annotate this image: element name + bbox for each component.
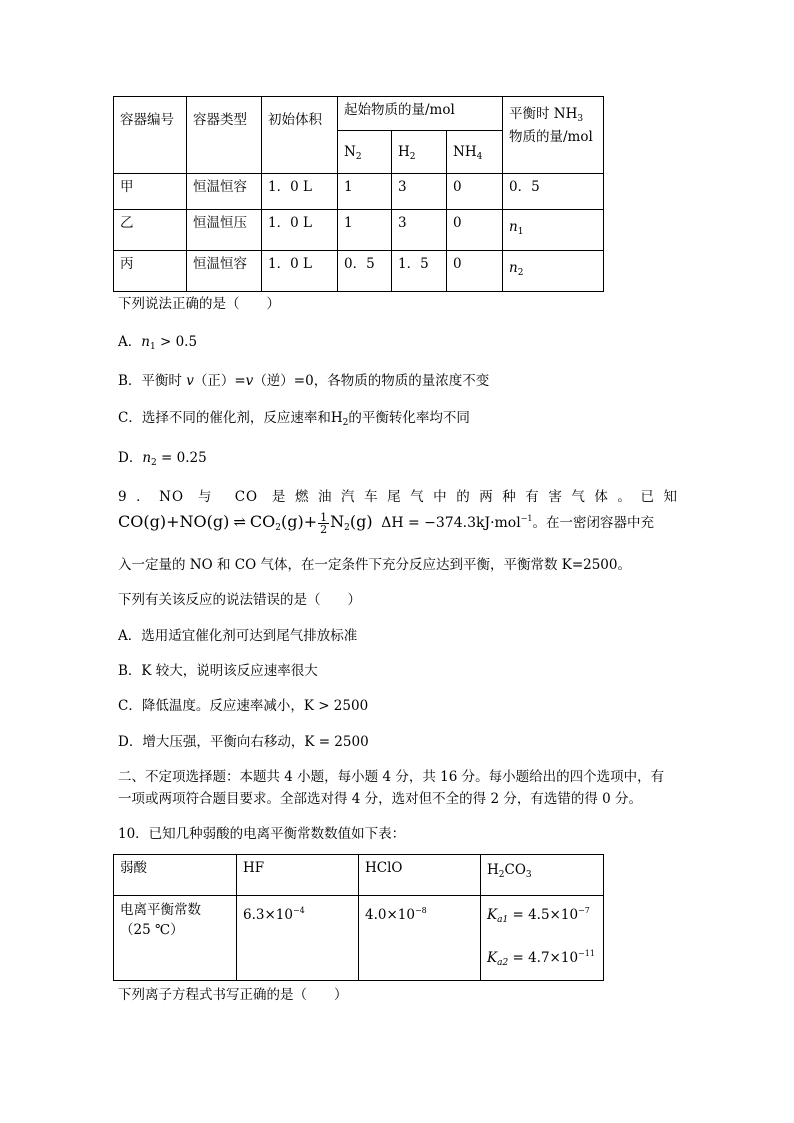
- q8-option-a: A．$n_1 > 0.5$: [118, 334, 198, 352]
- q10-intro: 10．已知几种弱酸的电离平衡常数数值如下表：: [118, 826, 406, 842]
- q9-option-d: D．增大压强，平衡向右移动，K = 2500: [118, 734, 369, 750]
- header-equilibrium-nh3: 平衡时 $NH_3$ 物质的量/mol: [503, 97, 604, 174]
- q8-option-c: C．选择不同的催化剂，反应速率和$H_2$的平衡转化率均不同: [118, 410, 470, 428]
- q9-option-b: B．K 较大，说明该反应速率很大: [118, 663, 318, 679]
- header-initial-amount: 起始物质的量/mol: [338, 97, 503, 131]
- q10-prompt: 下列离子方程式书写正确的是（ ）: [118, 987, 348, 1003]
- header-nh4: $NH_4$: [447, 131, 503, 174]
- q8-option-b: B．平衡时 v（正）=v（逆）=0，各物质的物质的量浓度不变: [118, 373, 490, 389]
- table-row: 乙 恒温恒压 1．0 L 1 3 0 $n_1$: [114, 210, 604, 251]
- table-row: 电离平衡常数（25 ℃） $6.3\times 10^{-4}$ $4.0\times 10^{-8}$ $K_{a1} = 4.5\times 10^{-7}$ $K_{a2} = 4.7\times 10^{-11}$: [114, 896, 604, 981]
- header-weak-acid: 弱酸: [114, 855, 237, 896]
- q9-prompt: 下列有关该反应的说法错误的是（ ）: [118, 592, 361, 608]
- equilibrium-table: [113, 96, 604, 292]
- header-hclo: HClO: [359, 855, 481, 896]
- fraction: $\frac{1}{2}$: [320, 511, 328, 536]
- header-container-type: 容器类型: [187, 97, 262, 174]
- q9-equation: CO(g)+NO(g) ⇌ $CO_2(g)+$ $\frac{1}{2}$ $N_2(g) \Delta H = -374.3kJ\cdot mol^{-1}$。在一密闭容器中充: [118, 511, 655, 536]
- section2-line1: 二、不定项选择题：本题共 4 小题，每小题 4 分，共 16 分。每小题给出的四个选项中，有: [118, 769, 665, 785]
- q9-intro-line2: 入一定量的 NO 和 CO 气体，在一定条件下充分反应达到平衡，平衡常数 K=2500。: [118, 557, 631, 573]
- header-n2: $N_2$: [338, 131, 392, 174]
- table-row: 甲 恒温恒容 1．0 L 1 3 0 0．5: [114, 174, 604, 210]
- q9-option-a: A．选用适宜催化剂可达到尾气排放标准: [118, 628, 358, 644]
- equilibrium-arrow-icon: ⇌: [233, 513, 246, 531]
- table-row: 丙 恒温恒容 1．0 L 0．5 1．5 0 $n_2$: [114, 251, 604, 292]
- header-h2: $H_2$: [392, 131, 447, 174]
- header-hf: HF: [237, 855, 359, 896]
- header-initial-volume: 初始体积: [262, 97, 338, 174]
- header-h2co3: $H_2CO_3$: [481, 855, 604, 896]
- section2-line2: 一项或两项符合题目要求。全部选对得 4 分，选对但不全的得 2 分，有选错的得 0 分。: [118, 791, 643, 807]
- acid-constants-table: [113, 854, 604, 981]
- q8-option-d: D．$n_2 = 0.25$: [118, 450, 207, 468]
- q8-prompt: 下列说法正确的是（ ）: [118, 296, 280, 312]
- header-container-id: 容器编号: [114, 97, 187, 174]
- q9-intro-line1: 9．NO 与 CO 是燃油汽车尾气中的两种有害气体。已知: [118, 489, 678, 505]
- q9-option-c: C．降低温度。反应速率减小，K > 2500: [118, 698, 369, 714]
